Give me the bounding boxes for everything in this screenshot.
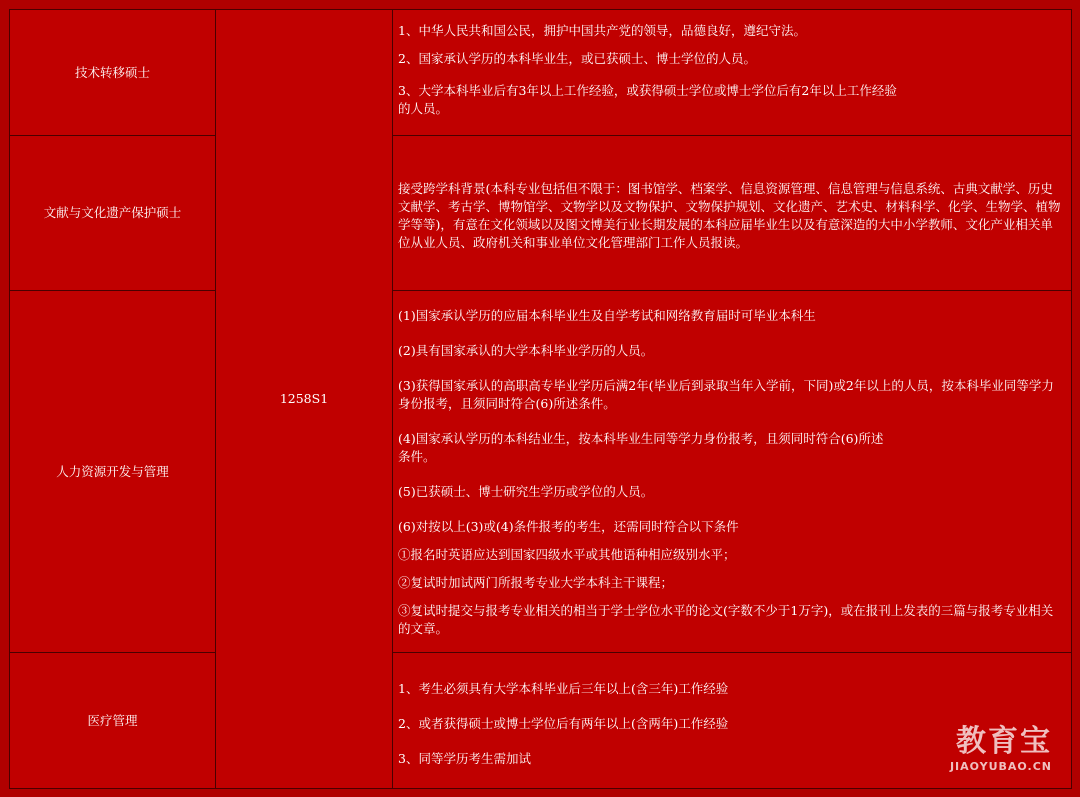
watermark-logo: [950, 716, 1052, 773]
table-row: [10, 653, 1072, 789]
requirement-item: ③复试时提交与报考专业相关的相当于学士学位水平的论文(字数不少于1万字)，或在报刊上发表的三篇与报考专业相关的文章。: [398, 603, 1054, 636]
requirements-cell: [393, 136, 1072, 291]
table-row: [10, 10, 1072, 136]
requirement-item: ①报名时英语应达到国家四级水平或其他语种相应级别水平；: [398, 547, 736, 562]
requirement-item: 1、中华人民共和国公民，拥护中国共产党的领导，品德良好，遵纪守法。: [398, 23, 806, 38]
requirement-item: 1、考生必须具有大学本科毕业后三年以上(含三年)工作经验: [398, 680, 729, 696]
requirements-cell: [393, 291, 1072, 653]
program-name: 人力资源开发与管理: [10, 291, 216, 653]
requirement-item: (1)国家承认学历的应届本科毕业生及自学考试和网络教育届时可毕业本科生: [398, 308, 816, 323]
requirement-item: ②复试时加试两门所报考专业大学本科主干课程；: [398, 575, 674, 590]
admissions-table: [9, 9, 1072, 789]
watermark-url: JIAOYUBAO.CN: [949, 760, 1052, 773]
table-row: [10, 136, 1072, 291]
requirement-item: (3)获得国家承认的高职高专毕业学历后满2年(毕业后到录取当年入学前，下同)或2年以上的人员，按本科毕业同等学力身份报考，且须同时符合(6)所述条件。: [398, 378, 1054, 411]
requirement-item: (5)已获硕士、博士研究生学历或学位的人员。: [398, 484, 654, 499]
program-name: 医疗管理: [10, 653, 216, 789]
program-name: 技术转移硕士: [10, 10, 216, 136]
requirement-item: (4)国家承认学历的本科结业生，按本科毕业生同等学力身份报考，且须同时符合(6)所述条件。: [398, 431, 884, 464]
requirement-item: (2)具有国家承认的大学本科毕业学历的人员。: [398, 343, 654, 358]
watermark-name: 教育宝: [956, 724, 1052, 759]
requirement-item: 3、同等学历考生需加试: [398, 750, 531, 766]
requirement-item: (6)对按以上(3)或(4)条件报考的考生，还需同时符合以下条件: [398, 519, 739, 534]
requirements-cell: [393, 10, 1072, 136]
requirement-item: 2、国家承认学历的本科毕业生，或已获硕士、博士学位的人员。: [398, 51, 756, 66]
table-row: [10, 291, 1072, 653]
program-name: 文献与文化遗产保护硕士: [10, 136, 216, 291]
program-code: 1258S1: [216, 10, 393, 789]
requirement-item: 3、大学本科毕业后有3年以上工作经验，或获得硕士学位或博士学位后有2年以上工作经验的人员。: [398, 83, 897, 116]
requirement-item: 接受跨学科背景(本科专业包括但不限于：图书馆学、档案学、信息资源管理、信息管理与信息系统、古典文献学、历史文献学、考古学、博物馆学、文物学以及文物保护、文物保护规划、文化遗产、艺术史、材料科学、化学、生物学、植物学等等)，有意在文化领域以及图文博美行业长期发展的本科应届毕业生以及有意深造的大中小学教师、文化产业相关单位从业人员、政府机关和事业单位文化管理部门工作人员报读。: [398, 181, 1061, 250]
requirement-item: 2、或者获得硕士或博士学位后有两年以上(含两年)工作经验: [398, 715, 729, 731]
